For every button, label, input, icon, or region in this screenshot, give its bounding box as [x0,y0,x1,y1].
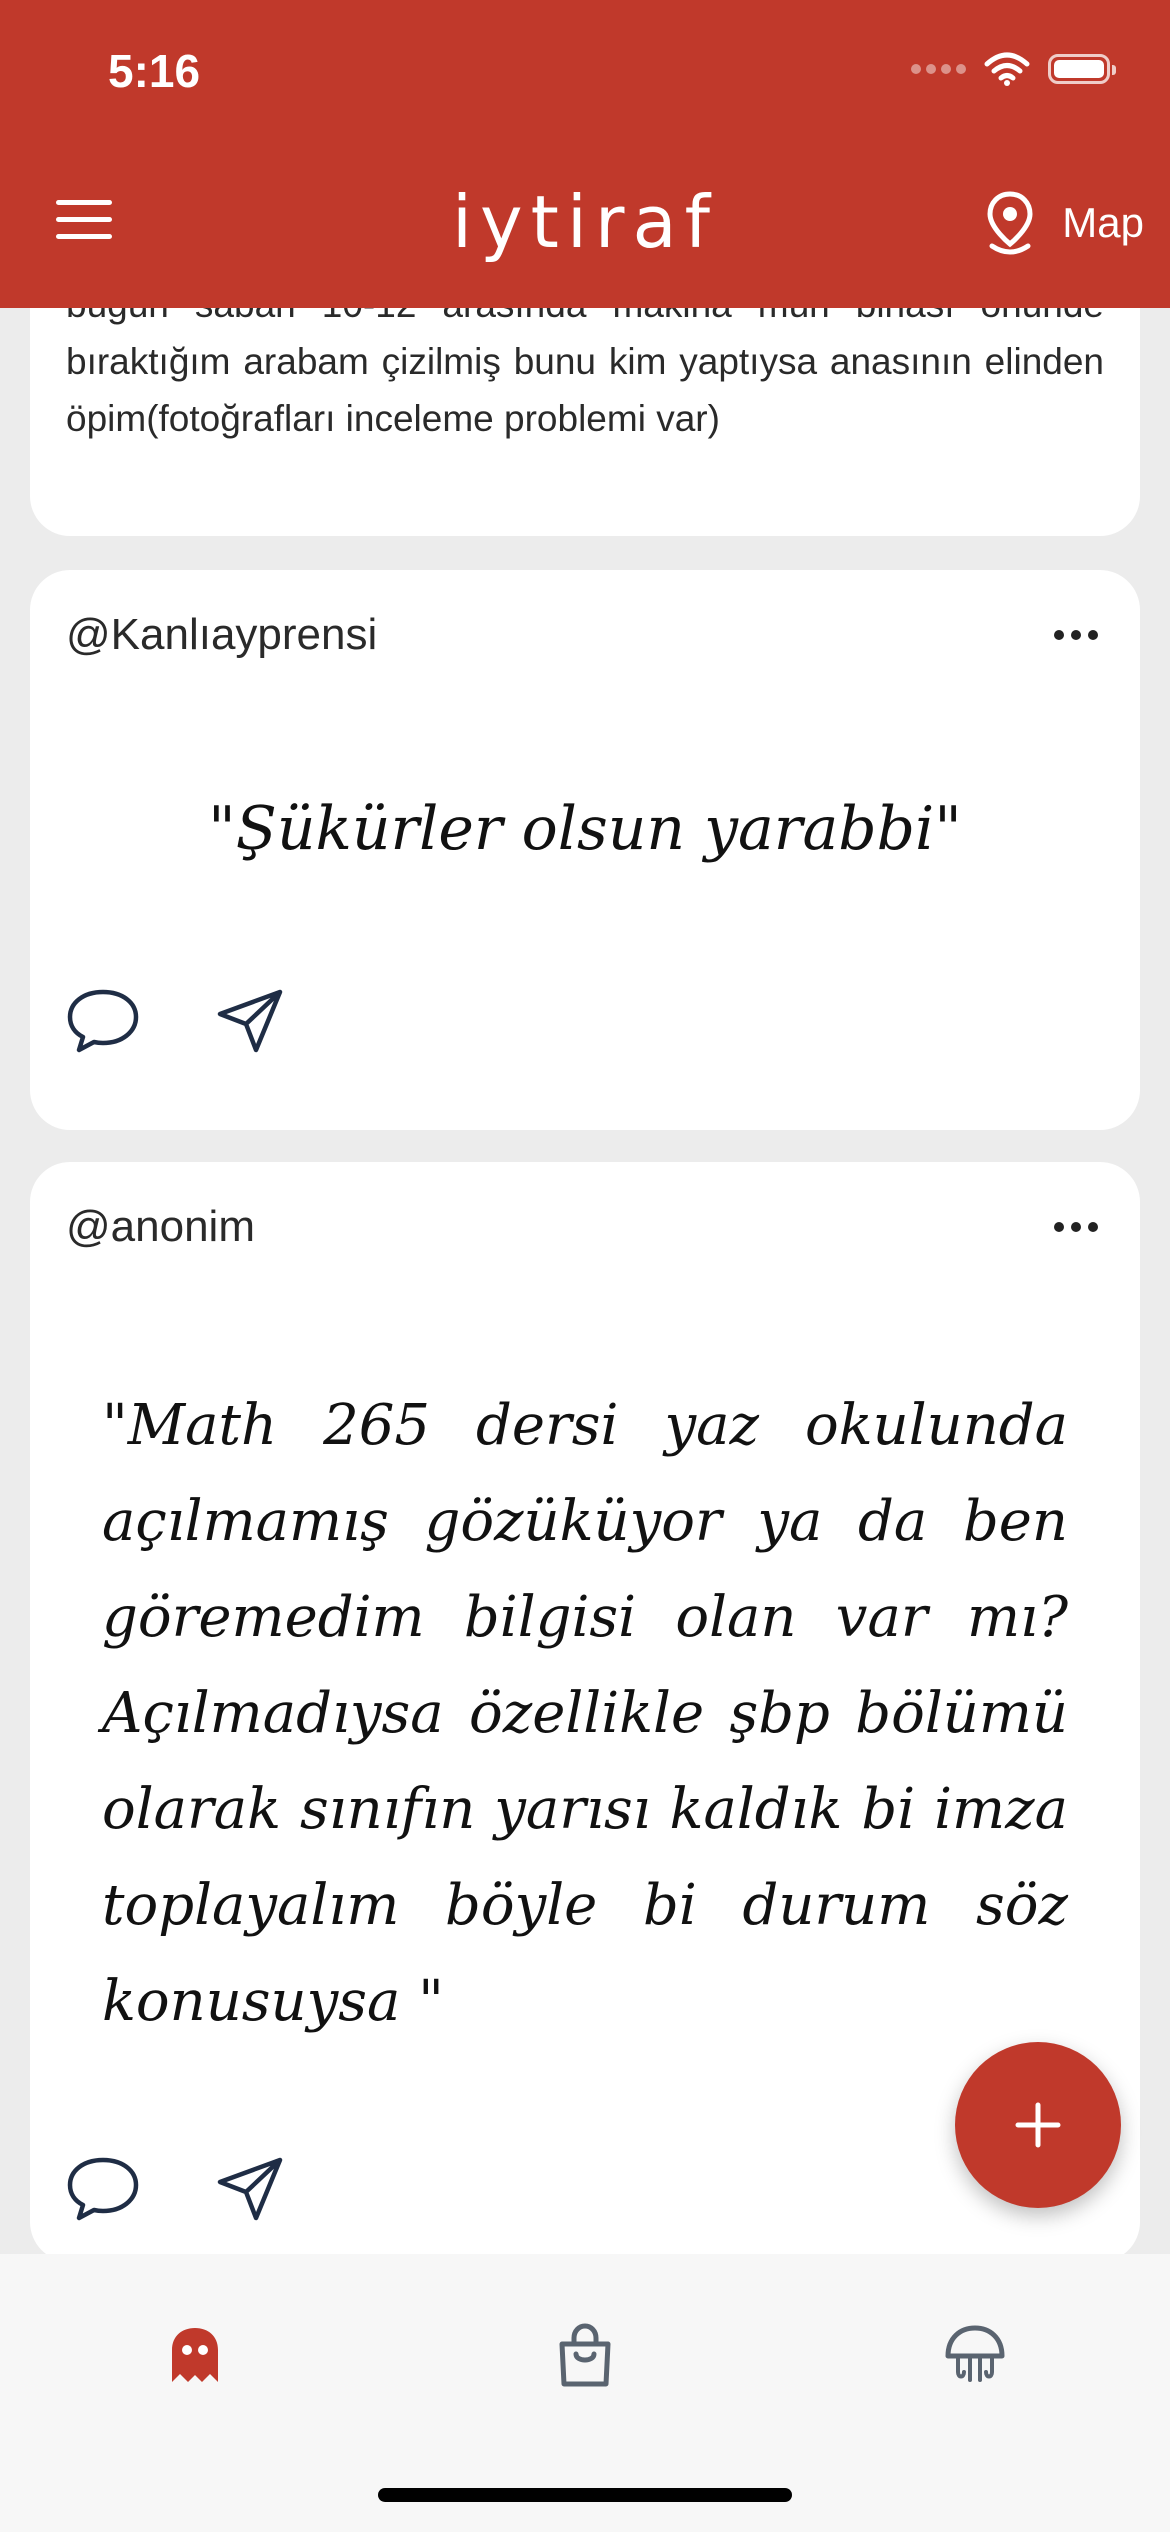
map-pin-icon [984,190,1036,256]
nav-shop[interactable] [550,2320,620,2390]
shopping-bag-icon [550,2320,620,2390]
nav-other[interactable] [940,2320,1010,2390]
status-time: 5:16 [108,45,201,97]
ghost-icon [160,2320,230,2390]
map-button[interactable] [984,190,1144,256]
map-label: Map [1062,199,1144,246]
post-username[interactable]: @anonim [66,1202,255,1251]
status-indicators [911,52,1110,86]
signal-icon [911,64,966,74]
post-actions [66,2152,288,2226]
send-icon[interactable] [214,984,288,1058]
post-text: "Math 265 dersi yaz okulunda açılmamış gözüküyor ya da ben göremedim bilgisi olan var mı? Açılmadıysa özellikle şbp bölümü olarak sınıfın yarısı kaldık bi imza toplayalım böyle bi durum söz konusuysa " [102,1393,1068,2034]
comment-icon[interactable] [66,984,140,1058]
post-actions [66,984,288,1058]
more-options-button[interactable] [1054,1222,1098,1232]
battery-icon [1048,54,1110,84]
app-header [0,0,1170,308]
post-username[interactable]: @Kanlıayprensi [66,610,378,659]
nav-home[interactable] [160,2320,230,2390]
home-indicator [378,2488,792,2502]
wifi-icon [984,52,1030,86]
send-icon[interactable] [214,2152,288,2226]
post-text: "Şükürler olsun yarabbi" [208,794,962,864]
comment-icon[interactable] [66,2152,140,2226]
post-card[interactable] [30,570,1140,1130]
plus-icon [1014,2101,1062,2149]
post-text: bıraktığım arabam çizilmiş bunu kim yaptıysa anasının elinden öpim(fotoğrafları inceleme problemi var) [66,341,1104,439]
more-options-button[interactable] [1054,630,1098,640]
add-post-button[interactable] [955,2042,1121,2208]
jellyfish-icon [940,2320,1010,2390]
app-title: iytiraf [452,180,718,264]
